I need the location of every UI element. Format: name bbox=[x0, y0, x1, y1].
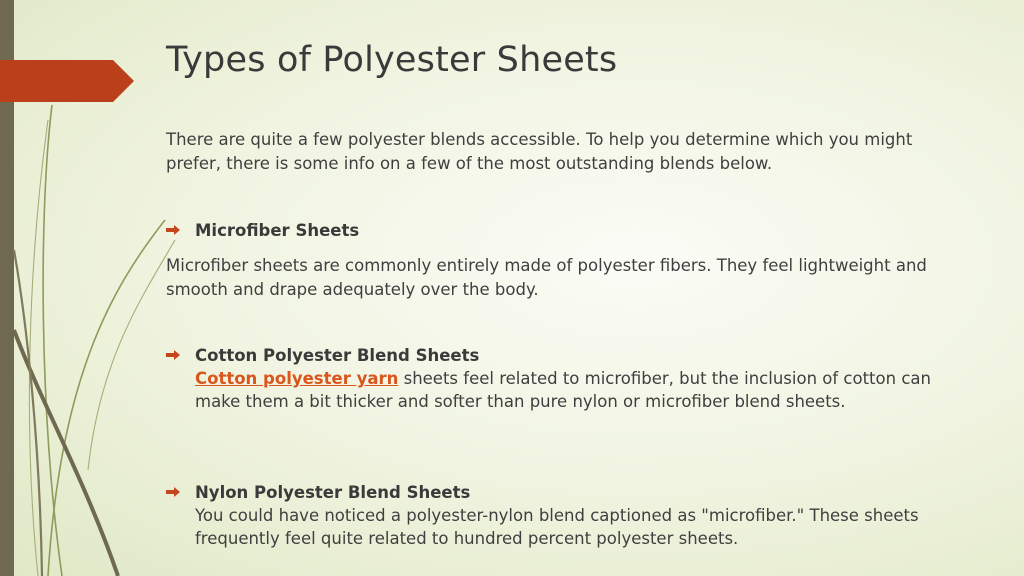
cotton-polyester-text: sheets feel related to microfiber, but the inclusion of cotton can make them a bit thicker and softer than pure nylon or microfiber blend sheets. bbox=[195, 369, 931, 411]
bullet-heading: Microfiber Sheets bbox=[195, 221, 360, 240]
nylon-polyester-description: You could have noticed a polyester-nylon blend captioned as "microfiber." These sheets frequently feel quite related to hundred percent polyester sheets. bbox=[195, 506, 919, 548]
bullet-heading: Nylon Polyester Blend Sheets bbox=[195, 483, 471, 502]
cotton-polyester-description bbox=[195, 367, 966, 413]
arrow-bullet-icon bbox=[166, 487, 180, 497]
intro-paragraph: There are quite a few polyester blends accessible. To help you determine which you might prefer, there is some info on a few of the most outstanding blends below. bbox=[166, 130, 913, 173]
bullet-heading: Cotton Polyester Blend Sheets bbox=[195, 346, 480, 365]
accent-arrow-tab bbox=[0, 60, 136, 104]
bullet-item-microfiber bbox=[166, 219, 966, 242]
cotton-polyester-yarn-link[interactable]: Cotton polyester yarn bbox=[195, 369, 399, 388]
microfiber-description: Microfiber sheets are commonly entirely made of polyester fibers. They feel lightweight and smooth and drape adequately over the body. bbox=[166, 256, 927, 299]
slide-title: Types of Polyester Sheets bbox=[166, 40, 618, 80]
bullet-item-cotton-polyester bbox=[166, 344, 966, 413]
arrow-bullet-icon bbox=[166, 350, 180, 360]
bullet-item-nylon-polyester bbox=[166, 481, 966, 550]
arrow-bullet-icon bbox=[166, 225, 180, 235]
